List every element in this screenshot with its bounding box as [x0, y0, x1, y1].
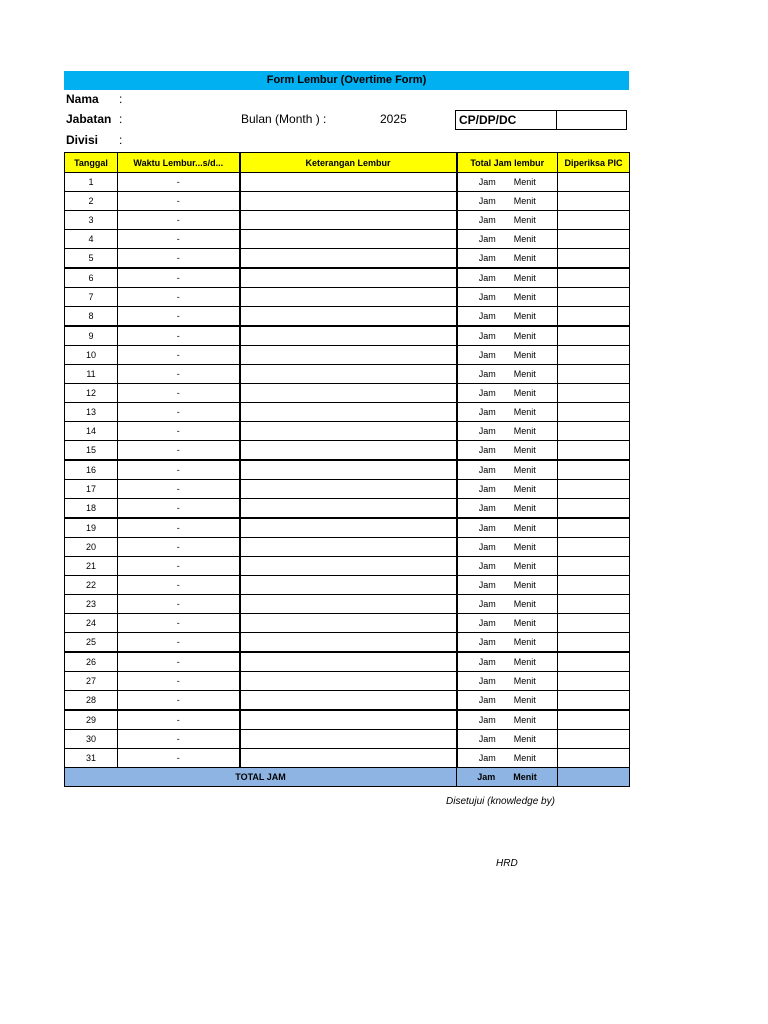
pic-cell[interactable]: [558, 633, 630, 653]
keterangan-cell[interactable]: [240, 557, 457, 576]
pic-cell[interactable]: [558, 652, 630, 672]
waktu-cell[interactable]: -: [118, 460, 240, 480]
menit-label: Menit: [513, 426, 536, 436]
menit-label: Menit: [513, 388, 536, 398]
menit-label: Menit: [513, 350, 536, 360]
table-row: [65, 460, 630, 480]
day-cell: 3: [65, 211, 118, 230]
table-row: [65, 480, 630, 499]
pic-cell[interactable]: [558, 749, 630, 768]
pic-cell[interactable]: [558, 230, 630, 249]
pic-cell[interactable]: [558, 710, 630, 730]
table-body: [65, 173, 630, 768]
pic-cell[interactable]: [558, 518, 630, 538]
total-jam-cell[interactable]: [457, 499, 558, 519]
pic-cell[interactable]: [558, 557, 630, 576]
pic-cell[interactable]: [558, 403, 630, 422]
total-jam-cell[interactable]: [457, 173, 558, 192]
jam-label: Jam: [478, 753, 496, 763]
day-cell: 27: [65, 672, 118, 691]
table-row: [65, 538, 630, 557]
total-jam-cell[interactable]: [457, 346, 558, 365]
table-row: [65, 403, 630, 422]
menit-label: Menit: [513, 580, 536, 590]
menit-label: Menit: [513, 676, 536, 686]
menit-label: Menit: [513, 177, 536, 187]
menit-label: Menit: [513, 196, 536, 206]
nama-label: Nama: [66, 92, 99, 106]
menit-label: Menit: [513, 637, 536, 647]
menit-label: Menit: [513, 734, 536, 744]
total-jam-cell[interactable]: [457, 307, 558, 327]
approved-label: Disetujui (knowledge by): [446, 796, 555, 807]
form-title: Form Lembur (Overtime Form): [64, 71, 629, 90]
waktu-cell[interactable]: -: [118, 211, 240, 230]
table-row: [65, 691, 630, 711]
table-row: [65, 365, 630, 384]
overtime-table: [64, 152, 630, 787]
jam-label: Jam: [478, 388, 496, 398]
waktu-cell[interactable]: -: [118, 672, 240, 691]
pic-cell[interactable]: [558, 614, 630, 633]
jam-label: Jam: [478, 196, 496, 206]
day-cell: 23: [65, 595, 118, 614]
jabatan-label: Jabatan: [66, 112, 112, 126]
menit-label: Menit: [513, 407, 536, 417]
menit-label: Menit: [513, 292, 536, 302]
bulan-label: Bulan (Month ) :: [241, 112, 327, 126]
pic-cell[interactable]: [558, 730, 630, 749]
day-cell: 24: [65, 614, 118, 633]
jam-label: Jam: [478, 407, 496, 417]
pic-cell[interactable]: [558, 460, 630, 480]
menit-label: Menit: [513, 311, 536, 321]
total-jam-cell[interactable]: [457, 614, 558, 633]
keterangan-cell[interactable]: [240, 422, 457, 441]
jam-label: Jam: [478, 637, 496, 647]
table-row: [65, 633, 630, 653]
day-cell: 30: [65, 730, 118, 749]
waktu-cell[interactable]: -: [118, 365, 240, 384]
keterangan-cell[interactable]: [240, 192, 457, 211]
waktu-cell[interactable]: -: [118, 422, 240, 441]
table-row: [65, 499, 630, 519]
keterangan-cell[interactable]: [240, 346, 457, 365]
day-cell: 18: [65, 499, 118, 519]
waktu-cell[interactable]: -: [118, 518, 240, 538]
table-row: [65, 384, 630, 403]
pic-cell[interactable]: [558, 268, 630, 288]
table-row: [65, 346, 630, 365]
keterangan-cell[interactable]: [240, 307, 457, 327]
total-jam-cell[interactable]: [457, 211, 558, 230]
keterangan-cell[interactable]: [240, 633, 457, 653]
table-header-row: [65, 153, 630, 173]
day-cell: 26: [65, 652, 118, 672]
day-cell: 28: [65, 691, 118, 711]
jam-label: Jam: [478, 426, 496, 436]
keterangan-cell[interactable]: [240, 365, 457, 384]
menit-label: Menit: [513, 484, 536, 494]
day-cell: 21: [65, 557, 118, 576]
total-jam-cell[interactable]: [457, 365, 558, 384]
keterangan-cell[interactable]: [240, 518, 457, 538]
keterangan-cell[interactable]: [240, 441, 457, 461]
table-row: [65, 326, 630, 346]
waktu-cell[interactable]: -: [118, 441, 240, 461]
keterangan-cell[interactable]: [240, 749, 457, 768]
menit-label: Menit: [513, 657, 536, 667]
total-menit-label: Menit: [513, 772, 537, 782]
keterangan-cell[interactable]: [240, 268, 457, 288]
total-jam-cell[interactable]: [457, 403, 558, 422]
keterangan-cell[interactable]: [240, 173, 457, 192]
jabatan-colon: :: [119, 112, 123, 126]
menit-label: Menit: [513, 695, 536, 705]
cp-box: [455, 110, 627, 130]
jam-label: Jam: [478, 331, 496, 341]
jam-label: Jam: [478, 369, 496, 379]
jam-label: Jam: [478, 734, 496, 744]
keterangan-cell[interactable]: [240, 480, 457, 499]
keterangan-cell[interactable]: [240, 499, 457, 519]
pic-cell[interactable]: [558, 576, 630, 595]
nama-colon: :: [119, 92, 123, 106]
total-pic-cell[interactable]: [558, 768, 630, 787]
table-row: [65, 614, 630, 633]
waktu-cell[interactable]: -: [118, 268, 240, 288]
keterangan-cell[interactable]: [240, 538, 457, 557]
waktu-cell[interactable]: -: [118, 576, 240, 595]
table-row: [65, 422, 630, 441]
keterangan-cell[interactable]: [240, 730, 457, 749]
total-jam-cell[interactable]: [457, 249, 558, 269]
waktu-cell[interactable]: -: [118, 249, 240, 269]
header-tanggal: Tanggal: [65, 153, 118, 173]
total-jam-cell[interactable]: [457, 691, 558, 711]
keterangan-cell[interactable]: [240, 576, 457, 595]
jam-label: Jam: [478, 234, 496, 244]
waktu-cell[interactable]: -: [118, 384, 240, 403]
keterangan-cell[interactable]: [240, 652, 457, 672]
day-cell: 8: [65, 307, 118, 327]
keterangan-cell[interactable]: [240, 230, 457, 249]
total-row: [65, 768, 630, 787]
jam-label: Jam: [478, 523, 496, 533]
divisi-colon: :: [119, 133, 123, 147]
jam-label: Jam: [478, 676, 496, 686]
table-row: [65, 576, 630, 595]
keterangan-cell[interactable]: [240, 710, 457, 730]
keterangan-cell[interactable]: [240, 384, 457, 403]
jam-label: Jam: [478, 253, 496, 263]
waktu-cell[interactable]: -: [118, 326, 240, 346]
table-row: [65, 672, 630, 691]
day-cell: 11: [65, 365, 118, 384]
pic-cell[interactable]: [558, 288, 630, 307]
pic-cell[interactable]: [558, 595, 630, 614]
day-cell: 2: [65, 192, 118, 211]
jam-label: Jam: [478, 177, 496, 187]
day-cell: 22: [65, 576, 118, 595]
total-jam-cell[interactable]: [457, 595, 558, 614]
header-total-jam: Total Jam lembur: [457, 153, 558, 173]
total-jam-cell[interactable]: [457, 230, 558, 249]
waktu-cell[interactable]: -: [118, 730, 240, 749]
total-jam-cell[interactable]: [457, 326, 558, 346]
total-jam-cell[interactable]: [457, 288, 558, 307]
table-row: [65, 268, 630, 288]
pic-cell[interactable]: [558, 307, 630, 327]
jam-label: Jam: [478, 465, 496, 475]
table-row: [65, 173, 630, 192]
table-row: [65, 288, 630, 307]
jam-label: Jam: [478, 599, 496, 609]
waktu-cell[interactable]: -: [118, 499, 240, 519]
pic-cell[interactable]: [558, 326, 630, 346]
keterangan-cell[interactable]: [240, 595, 457, 614]
table-row: [65, 192, 630, 211]
day-cell: 9: [65, 326, 118, 346]
day-cell: 12: [65, 384, 118, 403]
waktu-cell[interactable]: -: [118, 346, 240, 365]
total-jam-cell[interactable]: [457, 672, 558, 691]
total-jam-label: Jam: [477, 772, 496, 782]
table-row: [65, 441, 630, 461]
jam-label: Jam: [478, 542, 496, 552]
total-jam-cell[interactable]: [457, 768, 558, 787]
waktu-cell[interactable]: -: [118, 691, 240, 711]
year-value: 2025: [380, 112, 407, 126]
menit-label: Menit: [513, 542, 536, 552]
menit-label: Menit: [513, 215, 536, 225]
jam-label: Jam: [478, 445, 496, 455]
day-cell: 10: [65, 346, 118, 365]
waktu-cell[interactable]: -: [118, 595, 240, 614]
jam-label: Jam: [478, 715, 496, 725]
total-jam-cell[interactable]: [457, 441, 558, 461]
menit-label: Menit: [513, 561, 536, 571]
keterangan-cell[interactable]: [240, 460, 457, 480]
cp-value-cell[interactable]: [557, 111, 626, 129]
day-cell: 6: [65, 268, 118, 288]
jam-label: Jam: [478, 657, 496, 667]
total-jam-cell[interactable]: [457, 576, 558, 595]
menit-label: Menit: [513, 599, 536, 609]
waktu-cell[interactable]: -: [118, 557, 240, 576]
jam-label: Jam: [478, 561, 496, 571]
waktu-cell[interactable]: -: [118, 230, 240, 249]
menit-label: Menit: [513, 618, 536, 628]
waktu-cell[interactable]: -: [118, 538, 240, 557]
menit-label: Menit: [513, 503, 536, 513]
menit-label: Menit: [513, 369, 536, 379]
total-jam-cell[interactable]: [457, 538, 558, 557]
keterangan-cell[interactable]: [240, 288, 457, 307]
total-jam-cell[interactable]: [457, 422, 558, 441]
table-row: [65, 749, 630, 768]
pic-cell[interactable]: [558, 499, 630, 519]
waktu-cell[interactable]: -: [118, 614, 240, 633]
waktu-cell[interactable]: -: [118, 480, 240, 499]
table-row: [65, 652, 630, 672]
jam-label: Jam: [478, 273, 496, 283]
menit-label: Menit: [513, 234, 536, 244]
menit-label: Menit: [513, 523, 536, 533]
waktu-cell[interactable]: -: [118, 652, 240, 672]
day-cell: 5: [65, 249, 118, 269]
pic-cell[interactable]: [558, 480, 630, 499]
waktu-cell[interactable]: -: [118, 173, 240, 192]
pic-cell[interactable]: [558, 384, 630, 403]
menit-label: Menit: [513, 273, 536, 283]
total-jam-cell[interactable]: [457, 730, 558, 749]
total-jam-cell[interactable]: [457, 652, 558, 672]
waktu-cell[interactable]: -: [118, 633, 240, 653]
keterangan-cell[interactable]: [240, 211, 457, 230]
table-row: [65, 595, 630, 614]
jam-label: Jam: [478, 350, 496, 360]
cp-label: CP/DP/DC: [456, 111, 557, 129]
total-jam-cell[interactable]: [457, 460, 558, 480]
menit-label: Menit: [513, 331, 536, 341]
pic-cell[interactable]: [558, 211, 630, 230]
table-row: [65, 230, 630, 249]
total-jam-cell[interactable]: [457, 480, 558, 499]
table-row: [65, 307, 630, 327]
pic-cell[interactable]: [558, 346, 630, 365]
total-jam-cell[interactable]: [457, 710, 558, 730]
day-cell: 4: [65, 230, 118, 249]
day-cell: 15: [65, 441, 118, 461]
keterangan-cell[interactable]: [240, 403, 457, 422]
table-row: [65, 730, 630, 749]
header-keterangan: Keterangan Lembur: [240, 153, 457, 173]
waktu-cell[interactable]: -: [118, 403, 240, 422]
keterangan-cell[interactable]: [240, 326, 457, 346]
jam-label: Jam: [478, 215, 496, 225]
pic-cell[interactable]: [558, 672, 630, 691]
waktu-cell[interactable]: -: [118, 307, 240, 327]
menit-label: Menit: [513, 465, 536, 475]
day-cell: 1: [65, 173, 118, 192]
pic-cell[interactable]: [558, 249, 630, 269]
menit-label: Menit: [513, 715, 536, 725]
waktu-cell[interactable]: -: [118, 710, 240, 730]
total-jam-cell[interactable]: [457, 384, 558, 403]
day-cell: 14: [65, 422, 118, 441]
header-diperiksa-pic: Diperiksa PIC: [558, 153, 630, 173]
table-row: [65, 249, 630, 269]
day-cell: 29: [65, 710, 118, 730]
menit-label: Menit: [513, 253, 536, 263]
waktu-cell[interactable]: -: [118, 288, 240, 307]
day-cell: 7: [65, 288, 118, 307]
total-jam-cell[interactable]: [457, 268, 558, 288]
waktu-cell[interactable]: -: [118, 192, 240, 211]
pic-cell[interactable]: [558, 422, 630, 441]
keterangan-cell[interactable]: [240, 614, 457, 633]
day-cell: 16: [65, 460, 118, 480]
pic-cell[interactable]: [558, 538, 630, 557]
day-cell: 31: [65, 749, 118, 768]
waktu-cell[interactable]: -: [118, 749, 240, 768]
day-cell: 25: [65, 633, 118, 653]
keterangan-cell[interactable]: [240, 691, 457, 711]
total-jam-cell[interactable]: [457, 633, 558, 653]
table-row: [65, 211, 630, 230]
keterangan-cell[interactable]: [240, 249, 457, 269]
day-cell: 17: [65, 480, 118, 499]
table-row: [65, 710, 630, 730]
jam-label: Jam: [478, 292, 496, 302]
jam-label: Jam: [478, 484, 496, 494]
pic-cell[interactable]: [558, 173, 630, 192]
total-label: TOTAL JAM: [65, 768, 457, 787]
jam-label: Jam: [478, 618, 496, 628]
day-cell: 20: [65, 538, 118, 557]
header-waktu-lembur: Waktu Lembur...s/d...: [118, 153, 240, 173]
jam-label: Jam: [478, 311, 496, 321]
divisi-label: Divisi: [66, 133, 99, 147]
total-jam-cell[interactable]: [457, 518, 558, 538]
table-row: [65, 518, 630, 538]
total-jam-cell[interactable]: [457, 557, 558, 576]
jam-label: Jam: [478, 695, 496, 705]
day-cell: 13: [65, 403, 118, 422]
hrd-label: HRD: [496, 858, 518, 869]
total-jam-cell[interactable]: [457, 192, 558, 211]
pic-cell[interactable]: [558, 691, 630, 711]
day-cell: 19: [65, 518, 118, 538]
total-jam-cell[interactable]: [457, 749, 558, 768]
pic-cell[interactable]: [558, 192, 630, 211]
table-row: [65, 557, 630, 576]
menit-label: Menit: [513, 753, 536, 763]
menit-label: Menit: [513, 445, 536, 455]
pic-cell[interactable]: [558, 441, 630, 461]
keterangan-cell[interactable]: [240, 672, 457, 691]
jam-label: Jam: [478, 503, 496, 513]
pic-cell[interactable]: [558, 365, 630, 384]
jam-label: Jam: [478, 580, 496, 590]
